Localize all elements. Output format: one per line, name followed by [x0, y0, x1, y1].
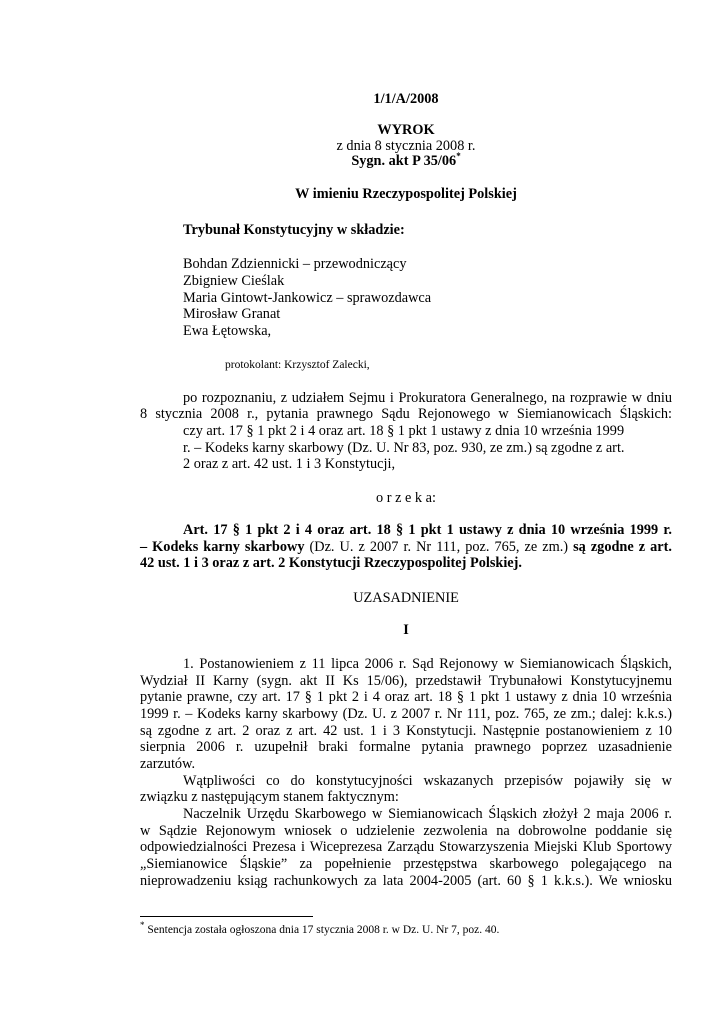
paragraph-line: sierpnia 2006 r. uzupełnił braki formalne pytania prawnego poprzez uzasadnienie	[140, 739, 672, 755]
document-title: WYROK	[377, 122, 435, 138]
tribunal-member: Mirosław Granat	[183, 306, 281, 322]
paragraph-line: Naczelnik Urzędu Skarbowego w Siemianowicach Śląskich złożył 2 maja 2006 r.	[183, 806, 672, 822]
paragraph-line: zarzutów.	[140, 756, 196, 772]
case-signature	[140, 153, 672, 170]
proceedings-line: po rozpoznaniu, z udziałem Sejmu i Prokuratora Generalnego, na rozprawie w dniu	[183, 390, 672, 406]
document-date: z dnia 8 stycznia 2008 r.	[336, 138, 476, 154]
ruling-line: 42 ust. 1 i 3 oraz z art. 2 Konstytucji Rzeczypospolitej Polskiej.	[140, 555, 522, 571]
justification-heading: UZASADNIENIE	[353, 590, 459, 606]
proceedings-line: r. – Kodeks karny skarbowy (Dz. U. Nr 83, poz. 930, ze zm.) są zgodne z art.	[183, 440, 625, 456]
tribunal-heading: Trybunał Konstytucyjny w składzie:	[183, 222, 405, 238]
paragraph-line: Wątpliwości co do konstytucyjności wskazanych przepisów pojawiły się w	[183, 773, 672, 789]
section-number: I	[403, 622, 409, 638]
paragraph-line: „Siemianowice Śląskie” za popełnienie przestępstwa skarbowego polegającego na	[140, 856, 672, 872]
ruling-act-name: – Kodeks karny skarbowy	[140, 539, 305, 555]
paragraph-line: odpowiedzialności Prezesa i Wiceprezesa Zarządu Stowarzyszenia Miejski Klub Sportowy	[140, 839, 672, 855]
paragraph-line: Wydział II Karny (sygn. akt II Ks 15/06), przedstawił Trybunałowi Konstytucyjnemu	[140, 673, 672, 689]
case-signature-text: Sygn. akt P 35/06	[351, 153, 457, 169]
footnote	[140, 922, 499, 939]
footnote-separator	[140, 916, 313, 917]
paragraph-line: w Sądzie Rejonowym wniosek o udzielenie zezwolenia na dobrowolne poddanie się	[140, 823, 672, 839]
paragraph-line: związku z następującym stanem faktycznym:	[140, 789, 399, 805]
footnote-reference: *	[456, 151, 461, 162]
footnote-mark: *	[140, 920, 145, 931]
footnote-text: Sentencja została ogłoszona dnia 17 stycznia 2008 r. w Dz. U. Nr 7, poz. 40.	[144, 924, 500, 936]
proceedings-line: 8 stycznia 2008 r., pytania prawnego Sądu Rejonowego w Siemianowicach Śląskich:	[140, 406, 672, 422]
tribunal-member: Maria Gintowt-Jankowicz – sprawozdawca	[183, 290, 432, 306]
paragraph-line: 1. Postanowieniem z 11 lipca 2006 r. Sąd Rejonowy w Siemianowicach Śląskich,	[183, 656, 672, 672]
paragraph-line: nieprowadzeniu ksiąg rachunkowych za lata 2004-2005 (art. 60 § 1 k.k.s.). We wniosku	[140, 873, 672, 889]
tribunal-member: Ewa Łętowska,	[183, 323, 272, 339]
paragraph-line: pytanie prawne, czy art. 17 § 1 pkt 2 i 4 oraz art. 18 § 1 pkt 1 ustawy z dnia 10 września	[140, 689, 672, 705]
paragraph-line: 1999 r. – Kodeks karny skarbowy (Dz. U. z 2007 r. Nr 111, poz. 765, ze zm.; dalej: k.k.s.)	[140, 706, 672, 722]
ruling-verdict: są zgodne z art.	[573, 539, 672, 555]
ruling-act-citation: (Dz. U. z 2007 r. Nr 111, poz. 765, ze zm.)	[304, 539, 574, 555]
ruling-line	[140, 539, 672, 556]
tribunal-member: Bohdan Zdziennicki – przewodniczący	[183, 256, 407, 272]
proceedings-line: 2 oraz z art. 42 ust. 1 i 3 Konstytucji,	[183, 456, 396, 472]
ruling-line: Art. 17 § 1 pkt 2 i 4 oraz art. 18 § 1 pkt 1 ustawy z dnia 10 września 1999 r.	[183, 522, 672, 538]
invocation: W imieniu Rzeczypospolitej Polskiej	[295, 186, 517, 202]
ruling-heading: o r z e k a:	[376, 490, 436, 506]
case-number: 1/1/A/2008	[373, 91, 439, 107]
proceedings-line: czy art. 17 § 1 pkt 2 i 4 oraz art. 18 § 1 pkt 1 ustawy z dnia 10 września 1999	[183, 423, 625, 439]
paragraph-line: są zgodne z art. 2 oraz z art. 42 ust. 1 i 3 Konstytucji. Następnie postanowieniem z 10	[140, 723, 672, 739]
court-clerk: protokolant: Krzysztof Zalecki,	[225, 359, 370, 371]
tribunal-member: Zbigniew Cieślak	[183, 273, 285, 289]
